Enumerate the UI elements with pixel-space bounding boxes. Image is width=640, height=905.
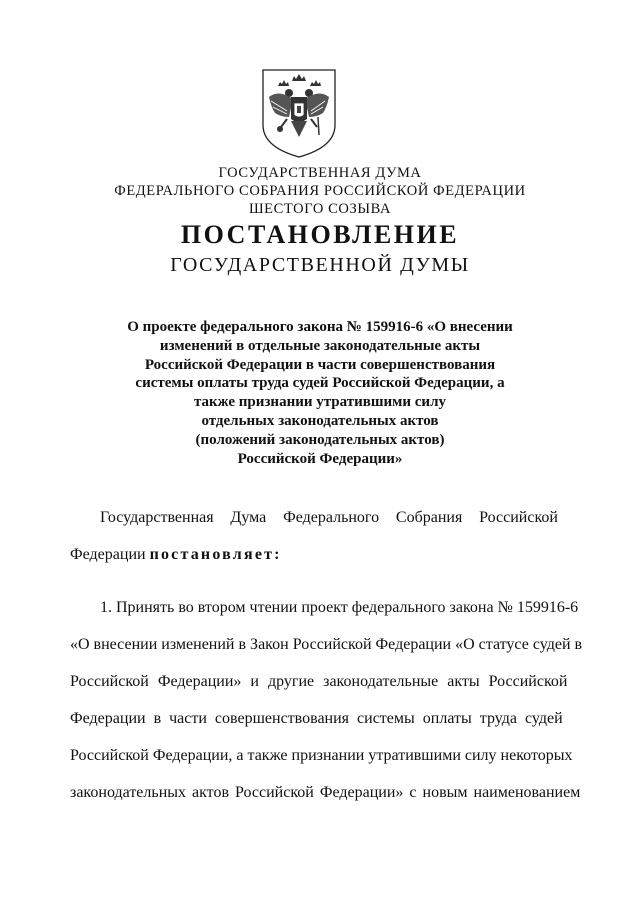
paragraph-1-line-2: «О внесении изменений в Закон Российской Федерации «О статусе судей в [70, 636, 583, 653]
paragraph-1-line-3: Российской Федерации» и другие законодательные акты Российской [70, 673, 568, 690]
preamble-line-1 [70, 508, 558, 528]
subject-block [95, 318, 545, 468]
preamble-word: Федерального [283, 509, 380, 526]
document-title: ПОСТАНОВЛЕНИЕ [180, 220, 460, 249]
org-name-line-1: ГОСУДАРСТВЕННАЯ ДУМА [218, 165, 422, 181]
preamble-word: Собрания [395, 509, 463, 526]
preamble-word: Российской [479, 509, 558, 526]
preamble-line-2 [70, 545, 558, 565]
document-subtitle: ГОСУДАРСТВЕННОЙ ДУМЫ [170, 254, 470, 276]
paragraph-1-line-6: законодательных актов Российской Федерации» с новым наименованием [70, 784, 581, 801]
subject-line: также признании утратившими силу [193, 394, 446, 411]
subject-line: отдельных законодательных актов [201, 412, 439, 429]
subject-line: (положений законодательных актов) [195, 431, 445, 448]
russian-coat-of-arms-icon [259, 67, 339, 159]
subject-line: системы оплаты труда судей Российской Федерации, а [135, 375, 505, 392]
preamble-prefix: Федерации [70, 546, 146, 563]
preamble-word: Государственная [100, 509, 214, 526]
paragraph-1-line-5: Российской Федерации, а также признании утратившими силу некоторых [70, 747, 573, 764]
subject-line: Российской Федерации» [237, 450, 403, 467]
preamble-emphasis: постановляет: [149, 546, 282, 563]
org-name-line-2: ФЕДЕРАЛЬНОГО СОБРАНИЯ РОССИЙСКОЙ ФЕДЕРАЦИИ [114, 183, 526, 199]
preamble-word: Дума [230, 509, 267, 526]
paragraph-1-line-1: 1. Принять во втором чтении проект федерального закона № 159916-6 [100, 599, 579, 616]
subject-line: О проекте федерального закона № 159916-6 «О внесении [127, 319, 513, 335]
subject-line: изменений в отдельные законодательные акты [159, 337, 481, 354]
convocation-line: ШЕСТОГО СОЗЫВА [248, 201, 392, 217]
paragraph-1-line-4: Федерации в части совершенствования системы оплаты труда судей [70, 710, 563, 727]
subject-line: Российской Федерации в части совершенствования [144, 356, 496, 373]
